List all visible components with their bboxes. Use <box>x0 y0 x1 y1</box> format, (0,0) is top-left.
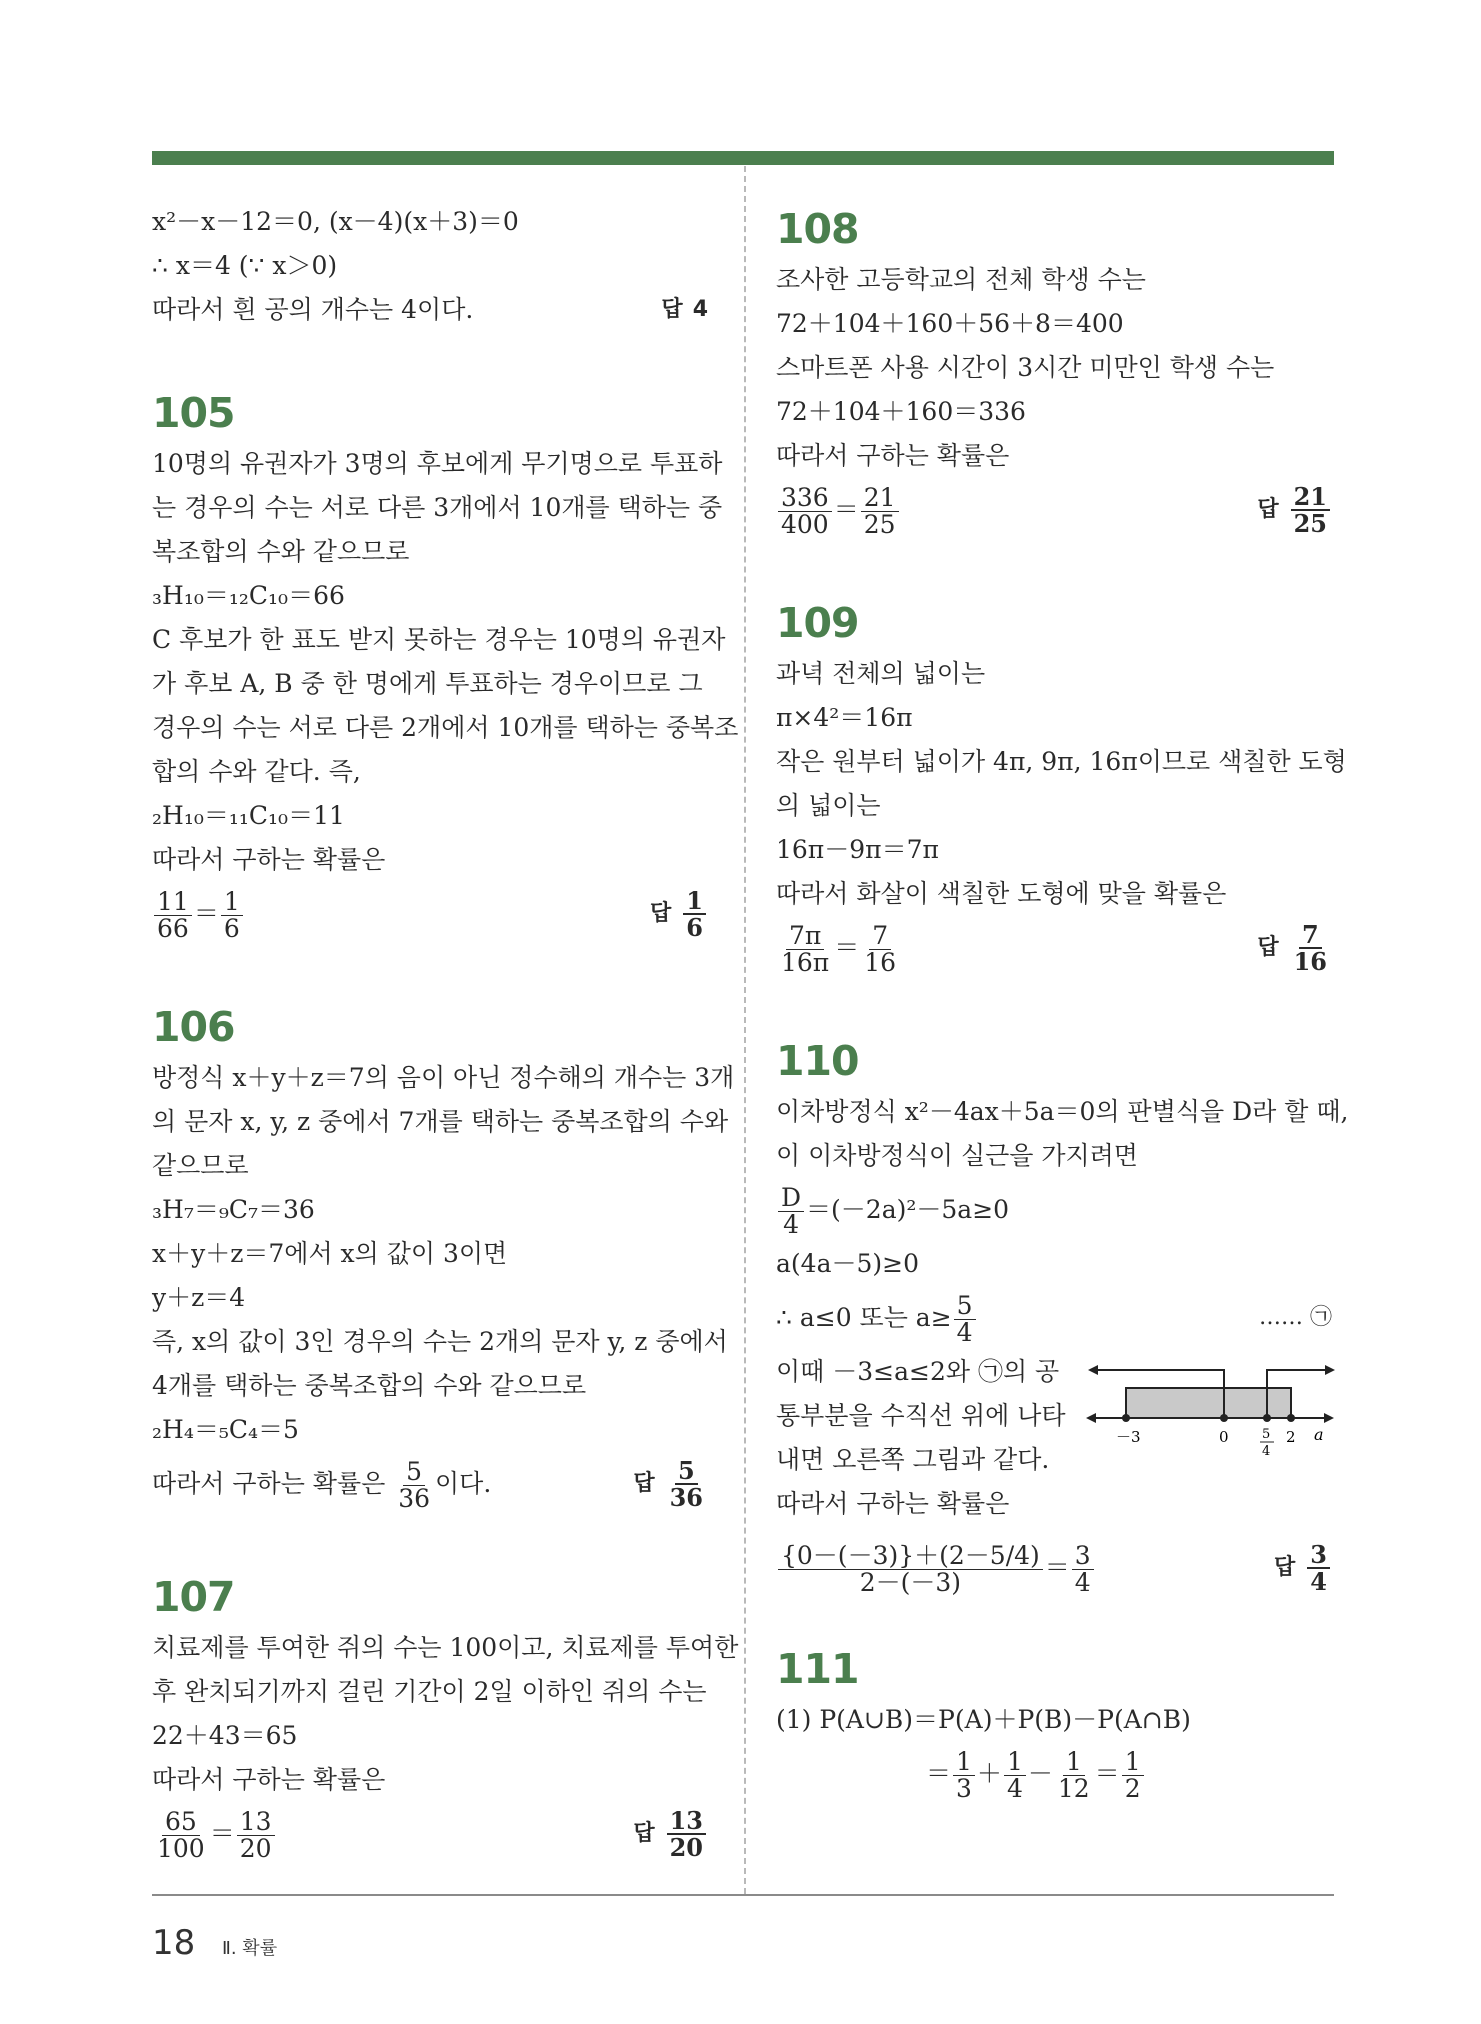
fraction-line: $\frac{65}{100}$ ＝ $\frac{13}{20}$ 답 $\frac{13}{20}$ <box>152 1802 712 1866</box>
problem-number-109: 109 <box>776 599 859 647</box>
text-line: 따라서 구하는 확률은 <box>152 845 386 874</box>
number-line-block <box>776 1350 1336 1482</box>
answer-110: 답 $\frac{3}{4}$ <box>1274 1526 1332 1610</box>
text-line: 과녁 전체의 넓이는 <box>776 659 986 688</box>
answer-104 <box>661 288 708 332</box>
fraction: $\frac{13}{20}$ <box>237 1809 275 1863</box>
fraction-line: $\frac{11}{66}$ ＝ $\frac{1}{6}$ 답 $\frac{1}{6}$ <box>152 882 712 946</box>
fraction: $\frac{7}{16}$ <box>864 920 897 977</box>
answer-label: 답 <box>661 297 683 322</box>
point-5-4 <box>1263 1414 1271 1422</box>
tick-label: 0 <box>1219 1428 1229 1446</box>
fraction-line: $\frac{7\pi}{16\pi}$ ＝ $\frac{7}{16}$ 답 $\frac{7}{16}$ <box>776 916 1336 980</box>
tick-label: 2 <box>1286 1428 1296 1446</box>
formula-line: 22＋43＝65 <box>152 1721 298 1750</box>
text-line: 치료제를 투여한 쥐의 수는 100이고, 치료제를 투여한 <box>152 1633 739 1662</box>
tick-label: －3 <box>1116 1428 1141 1446</box>
text-line: 이차방정식 x²－4ax＋5a＝0의 판별식을 D라 할 때, <box>776 1097 1349 1126</box>
fraction: $\frac{1}{3}$ <box>953 1749 975 1803</box>
formula-line: ₂H₄＝₅C₄＝5 <box>152 1415 299 1444</box>
axis-right-arrow <box>1324 1413 1334 1423</box>
page-number: 18 <box>152 1923 196 1963</box>
text-line: 의 넓이는 <box>776 791 881 820</box>
fraction: $\frac{7\pi}{16\pi}$ <box>781 920 830 977</box>
text-line: 합의 수와 같다. 즉, <box>152 757 361 786</box>
problem-number-110: 110 <box>776 1037 859 1085</box>
text-line: 복조합의 수와 같으므로 <box>152 537 410 566</box>
answer-106: 답 $\frac{5}{36}$ <box>633 1455 703 1512</box>
text-line: 경우의 수는 서로 다른 2개에서 10개를 택하는 중복조 <box>152 713 739 742</box>
text-line: 는 경우의 수는 서로 다른 3개에서 10개를 택하는 중 <box>152 493 723 522</box>
formula-line: 72＋104＋160＝336 <box>776 397 1026 426</box>
formula-line: 72＋104＋160＋56＋8＝400 <box>776 309 1124 338</box>
text-line: 따라서 구하는 확률은 $\frac{5}{36}$ 이다. 답 $\frac{5}{36}$ <box>152 1452 712 1516</box>
text-line: x²－x－12＝0, (x－4)(x＋3)＝0 <box>152 207 519 236</box>
text-line: 스마트폰 사용 시간이 3시간 미만인 학생 수는 <box>776 353 1275 382</box>
text-line: 통부분을 수직선 위에 나타 <box>776 1401 1066 1430</box>
point-minus3 <box>1122 1414 1130 1422</box>
problem-number-108: 108 <box>776 205 859 253</box>
fraction: $\frac{5}{4}$ <box>954 1293 976 1347</box>
text-line: 따라서 구하는 확률은 <box>776 441 1010 470</box>
fraction: $\frac{21}{25}$ <box>861 485 899 539</box>
point-2 <box>1287 1414 1295 1422</box>
text-line: 내면 오른쪽 그림과 같다. <box>776 1445 1050 1474</box>
text-line: 따라서 구하는 확률은 <box>776 1489 1010 1518</box>
formula-line: ₂H₁₀＝₁₁C₁₀＝11 <box>152 801 345 830</box>
problem-number-111: 111 <box>776 1645 859 1693</box>
text-line: 같으므로 <box>152 1151 249 1180</box>
axis-left-arrow <box>1086 1413 1096 1423</box>
answer-108: 답 $\frac{21}{25}$ <box>1257 478 1332 542</box>
formula-line: (1) P(A∪B)＝P(A)＋P(B)－P(A∩B) <box>776 1705 1191 1734</box>
formula-line: π×4²＝16π <box>776 703 913 732</box>
formula-line: ∴ a≤0 또는 a≥ $\frac{5}{4}$ …… ㉠ <box>776 1286 1336 1350</box>
formula-line: ₃H₁₀＝₁₂C₁₀＝66 <box>152 581 345 610</box>
text-line: 가 후보 A, B 중 한 명에게 투표하는 경우이므로 그 <box>152 669 703 698</box>
fraction-line: $\frac{336}{400}$ ＝ $\frac{21}{25}$ 답 $\frac{21}{25}$ <box>776 478 1336 542</box>
axis-variable: a <box>1314 1425 1324 1444</box>
tick-label: 5 <box>1262 1427 1271 1442</box>
right-column <box>776 200 1349 1806</box>
text-line: 10명의 유권자가 3명의 후보에게 무기명으로 투표하 <box>152 449 723 478</box>
formula-line: y＋z＝4 <box>152 1283 246 1312</box>
formula-line: 16π－9π＝7π <box>776 835 939 864</box>
number-line-diagram <box>1086 1350 1336 1460</box>
text-line: 따라서 구하는 확률은 <box>152 1765 386 1794</box>
range-arrow-right <box>1325 1365 1335 1375</box>
fraction: $\frac{336}{400}$ <box>778 485 832 539</box>
column-divider <box>744 166 746 1894</box>
fraction-line: $\frac{\{0-(-3)\}+(2-5/4)}{2-(-3)}$ ＝ $\frac{3}{4}$ 답 $\frac{3}{4}$ <box>776 1526 1336 1610</box>
fraction: $\frac{5}{36}$ <box>398 1456 431 1513</box>
footer-line <box>152 1894 1334 1896</box>
formula-line: ₃H₇＝₉C₇＝36 <box>152 1195 315 1224</box>
text-line <box>152 288 712 332</box>
fraction: $\frac{1}{4}$ <box>1004 1749 1026 1803</box>
problem-number-106: 106 <box>152 1003 235 1051</box>
answer-107: 답 $\frac{13}{20}$ <box>633 1802 708 1866</box>
header-bar <box>152 151 1334 165</box>
text-line: ∴ x＝4 (∵ x＞0) <box>152 251 338 280</box>
left-column <box>152 200 739 1866</box>
answer-105: 답 $\frac{1}{6}$ <box>650 882 708 946</box>
text: 따라서 흰 공의 개수는 4이다. <box>152 295 474 324</box>
range-arrow-left <box>1088 1365 1098 1375</box>
answer-109: 답 $\frac{7}{16}$ <box>1257 919 1327 976</box>
answer-value: 4 <box>692 297 708 322</box>
text-line: 작은 원부터 넓이가 4π, 9π, 16π이므로 색칠한 도형 <box>776 747 1347 776</box>
fraction: $\frac{1}{12}$ <box>1057 1746 1090 1803</box>
fraction: $\frac{1}{2}$ <box>1122 1749 1144 1803</box>
fraction: $\frac{\{0-(-3)\}+(2-5/4)}{2-(-3)}$ <box>778 1543 1043 1597</box>
text-line: 방정식 x＋y＋z＝7의 음이 아닌 정수해의 개수는 3개 <box>152 1063 735 1092</box>
fraction: $\frac{65}{100}$ <box>157 1806 205 1863</box>
text-line: 후 완치되기까지 걸린 기간이 2일 이하인 쥐의 수는 <box>152 1677 707 1706</box>
problem-number-105: 105 <box>152 389 235 437</box>
text-line: 따라서 화살이 색칠한 도형에 맞을 확률은 <box>776 879 1227 908</box>
fraction: $\frac{11}{66}$ <box>154 889 192 943</box>
formula-line: $\frac{D}{4}$ ＝(－2a)²－5a≥0 <box>776 1178 1336 1242</box>
text-line: 의 문자 x, y, z 중에서 7개를 택하는 중복조합의 수와 <box>152 1107 729 1136</box>
text-line: 조사한 고등학교의 전체 학생 수는 <box>776 265 1146 294</box>
text-line: 이 이차방정식이 실근을 가지려면 <box>776 1141 1138 1170</box>
formula-line: ＝ $\frac{1}{3}$ ＋ $\frac{1}{4}$ － $\frac{1}{12}$ ＝ $\frac{1}{2}$ <box>776 1742 1336 1806</box>
fraction: $\frac{3}{4}$ <box>1072 1543 1094 1597</box>
fraction: $\frac{1}{6}$ <box>221 889 243 943</box>
text-line: 즉, x의 값이 3인 경우의 수는 2개의 문자 y, z 중에서 <box>152 1327 728 1356</box>
formula-line: a(4a－5)≥0 <box>776 1249 919 1278</box>
tick-label: 4 <box>1262 1444 1271 1459</box>
reference-mark: …… ㉠ <box>1259 1305 1332 1330</box>
text-line: C 후보가 한 표도 받지 못하는 경우는 10명의 유권자 <box>152 625 726 654</box>
text-line: x＋y＋z＝7에서 x의 값이 3이면 <box>152 1239 508 1268</box>
fraction: $\frac{D}{4}$ <box>778 1185 804 1239</box>
problem-number-107: 107 <box>152 1573 235 1621</box>
text-line: 4개를 택하는 중복조합의 수와 같으므로 <box>152 1371 587 1400</box>
chapter-label: Ⅱ. 확률 <box>222 1938 278 1959</box>
text-line: 이때 －3≤a≤2와 ㉠의 공 <box>776 1357 1060 1386</box>
point-0 <box>1220 1414 1228 1422</box>
